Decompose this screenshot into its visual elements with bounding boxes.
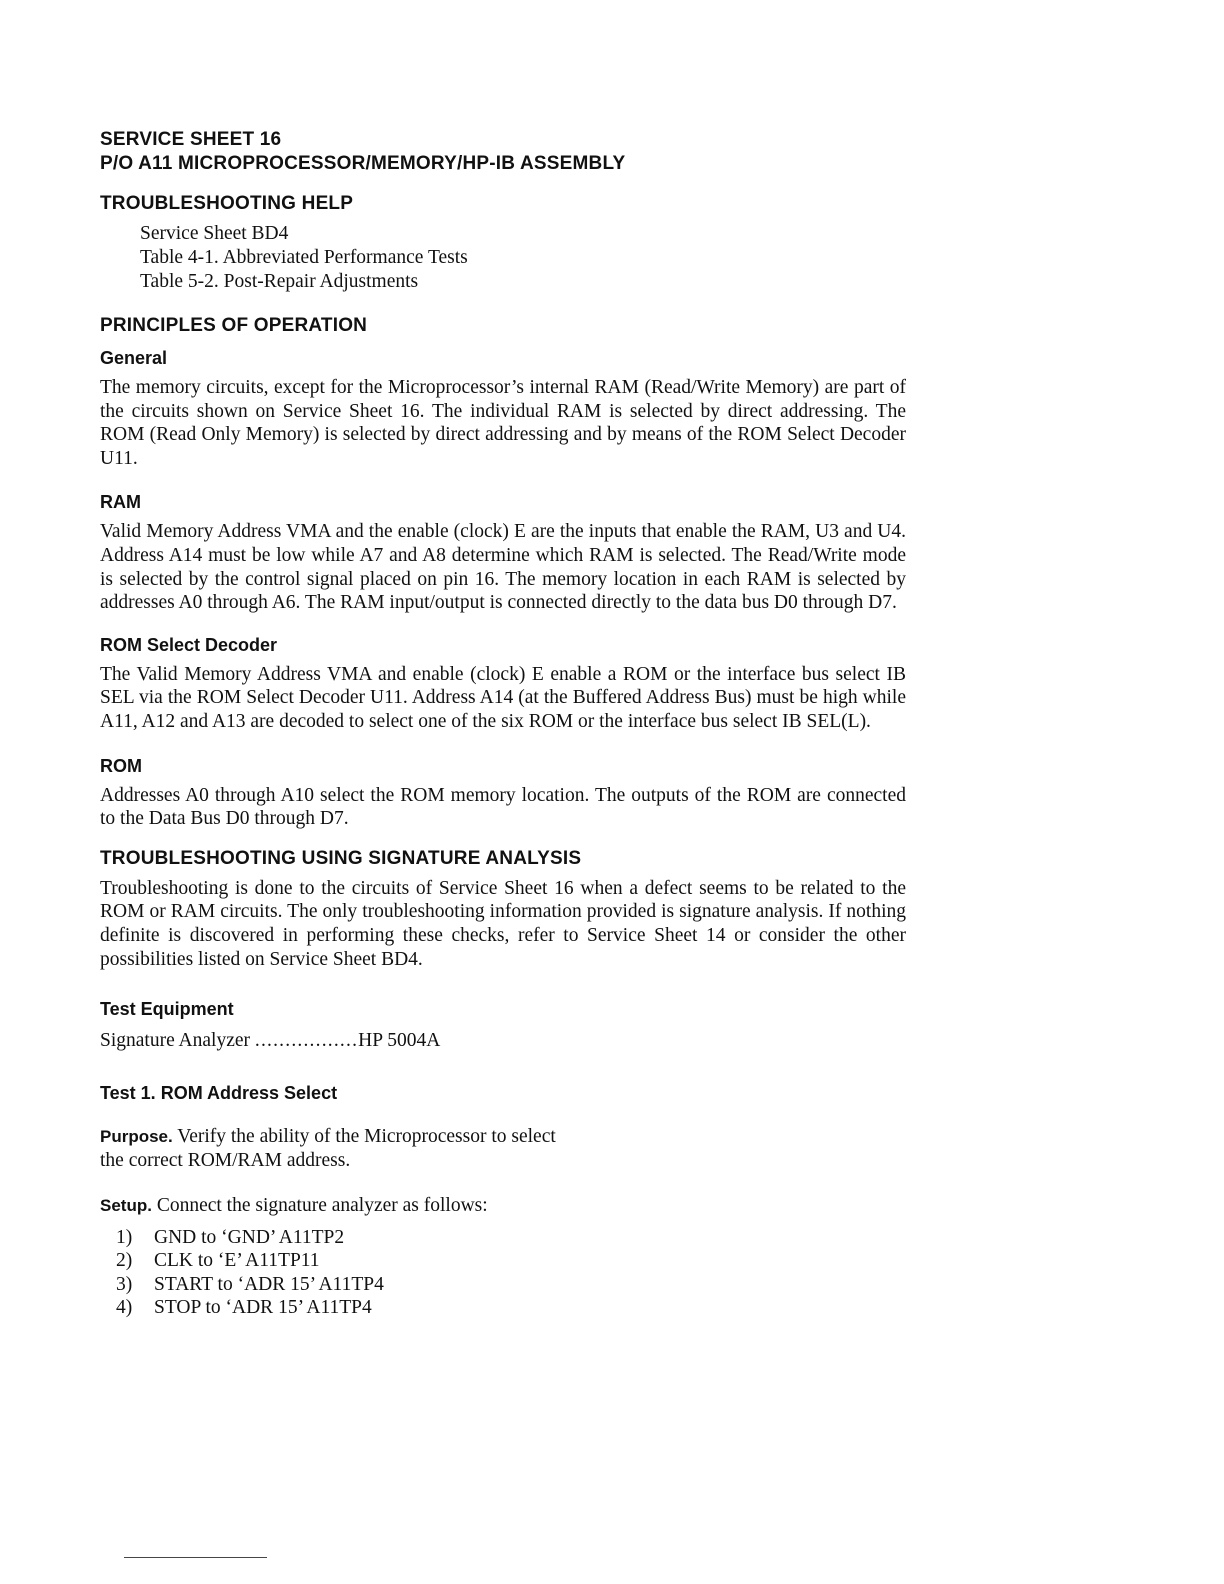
setup-step	[116, 1296, 906, 1320]
setup-steps-list	[100, 1226, 906, 1320]
step-text: START to ‘ADR 15’ A11TP4	[154, 1273, 384, 1295]
principles-heading: PRINCIPLES OF OPERATION	[100, 315, 368, 336]
rom-select-heading: ROM Select Decoder	[100, 634, 278, 655]
troubleshooting-help-section	[100, 192, 906, 294]
step-text: CLK to ‘E’ A11TP11	[154, 1250, 320, 1272]
step-text: STOP to ‘ADR 15’ A11TP4	[154, 1297, 372, 1319]
setup-step	[116, 1249, 906, 1273]
purpose-label: Purpose.	[100, 1127, 173, 1147]
step-number: 2)	[116, 1250, 133, 1272]
sheet-title: SERVICE SHEET 16	[100, 129, 282, 150]
ram-paragraph: Valid Memory Address VMA and the enable (clock) E are the inputs that enable the RAM, U3 and U4. Address A14 must be low while A7 and A8 determine which RAM is selected. The Read/Write mode is selected by the control signal placed on pin 16. The memory location in each RAM is selected by addresses A0 through A6. The RAM input/output is connected directly to the data bus D0 through D7.	[100, 521, 906, 614]
test-equipment-section	[100, 997, 906, 1053]
test-1-heading: Test 1. ROM Address Select	[100, 1083, 338, 1104]
reference-list	[100, 222, 906, 294]
reference-item: Service Sheet BD4	[140, 223, 289, 244]
step-number: 3)	[116, 1273, 133, 1295]
step-number: 4)	[116, 1297, 133, 1319]
service-sheet-page	[100, 128, 906, 1320]
general-paragraph: The memory circuits, except for the Microprocessor’s internal RAM (Read/Write Memory) are part of the circuits shown on Service Sheet 16. The individual RAM is selected by direct addressing. The ROM (Read Only Memory) is selected by direct addressing and by means of the ROM Select Decoder U11.	[100, 377, 906, 469]
footer-rule	[124, 1557, 267, 1558]
ram-heading: RAM	[100, 492, 141, 513]
test-equipment-heading: Test Equipment	[100, 999, 234, 1020]
setup-label: Setup.	[100, 1196, 152, 1216]
rom-heading: ROM	[100, 755, 142, 776]
signature-analysis-paragraph: Troubleshooting is done to the circuits of Service Sheet 16 when a defect seems to be related to the ROM or RAM circuits. The only troubleshooting information provided is signature analysis. If nothing definite is discovered in performing these checks, refer to Service Sheet 14 or consider the other possibilities listed on Service Sheet BD4.	[100, 877, 906, 970]
equipment-row	[100, 1029, 906, 1053]
setup-step	[116, 1226, 906, 1250]
general-heading: General	[100, 348, 168, 368]
rom-select-paragraph: The Valid Memory Address VMA and enable (clock) E enable a ROM or the interface bus select IB SEL via the ROM Select Decoder U11. Address A14 (at the Buffered Address Bus) must be high while A11, A12 and A13 are decoded to select one of the six ROM or the interface bus select IB SEL(L).	[100, 663, 906, 732]
principles-section	[100, 314, 906, 831]
troubleshooting-help-heading: TROUBLESHOOTING HELP	[100, 193, 354, 214]
setup-text: Connect the signature analyzer as follows:	[156, 1195, 488, 1217]
equipment-model: HP 5004A	[358, 1030, 441, 1052]
reference-item: Table 4-1. Abbreviated Performance Tests	[140, 247, 468, 268]
equipment-name: Signature Analyzer	[100, 1030, 250, 1052]
assembly-title: P/O A11 MICROPROCESSOR/MEMORY/HP-IB ASSEMBLY	[100, 153, 626, 174]
step-text: GND to ‘GND’ A11TP2	[154, 1226, 345, 1248]
equipment-leader: .................	[254, 1030, 359, 1052]
test-1-section	[100, 1081, 906, 1320]
rom-paragraph: Addresses A0 through A10 select the ROM memory location. The outputs of the ROM are connected to the Data Bus D0 through D7.	[100, 784, 906, 830]
setup-paragraph	[100, 1194, 906, 1218]
setup-step	[116, 1273, 906, 1297]
step-number: 1)	[116, 1226, 133, 1248]
document-header	[100, 128, 906, 176]
purpose-text: Verify the ability of the Microprocessor to select the correct ROM/RAM address.	[100, 1126, 556, 1171]
signature-analysis-heading: TROUBLESHOOTING USING SIGNATURE ANALYSIS	[100, 847, 582, 869]
purpose-paragraph	[100, 1125, 580, 1172]
signature-analysis-section	[100, 847, 906, 971]
reference-item: Table 5-2. Post-Repair Adjustments	[140, 271, 419, 292]
